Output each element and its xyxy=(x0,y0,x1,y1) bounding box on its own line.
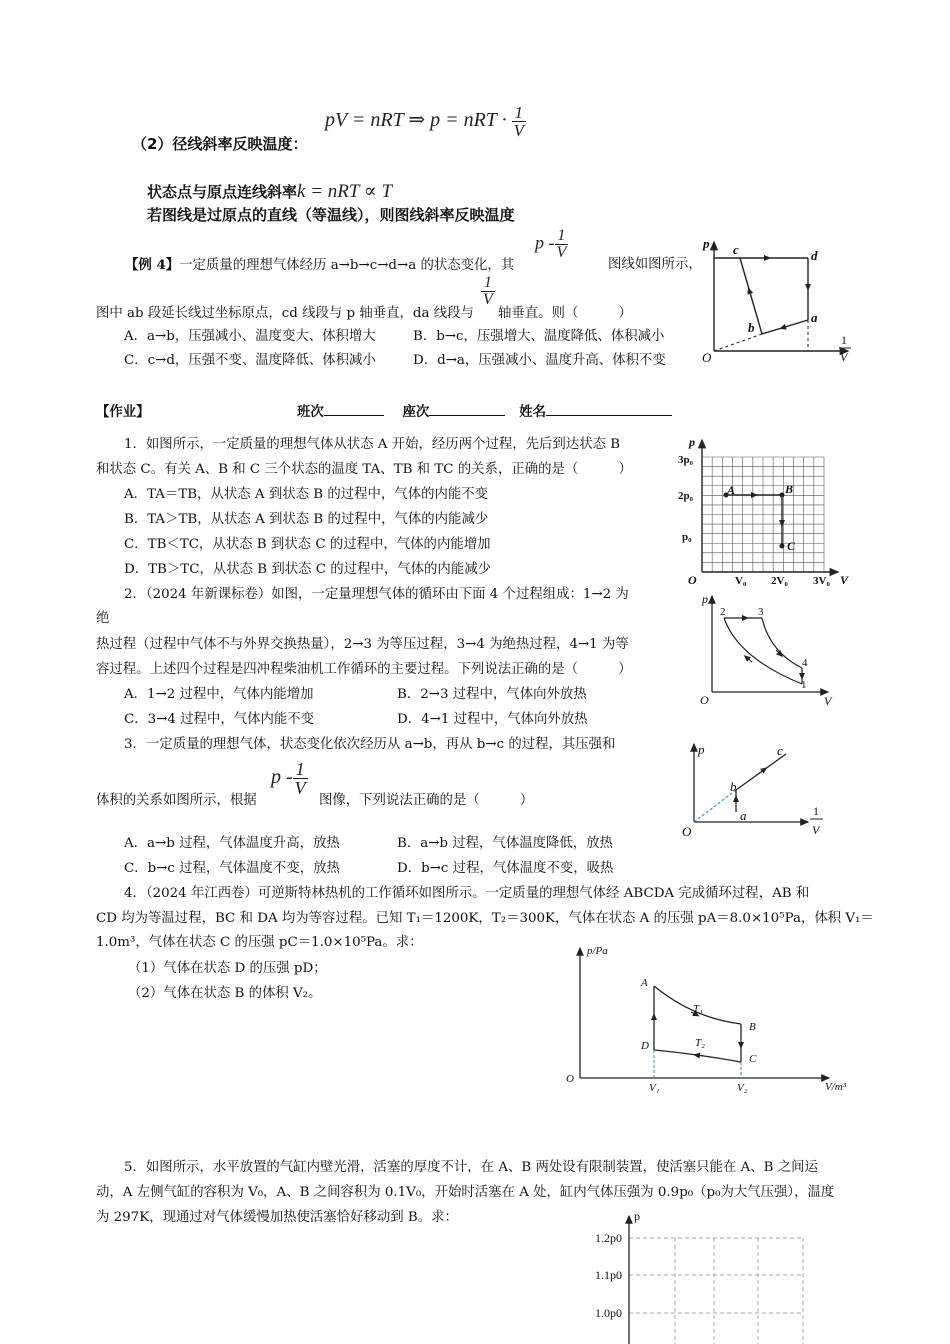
q3-origin-line xyxy=(694,790,736,822)
slope-formula: k = nRT ∝ T xyxy=(297,181,393,202)
example4-line2-end: 轴垂直。则（ ） xyxy=(498,306,632,321)
formula-pv: pV xyxy=(325,109,347,132)
q4-t1-label: T₁ xyxy=(693,1003,703,1015)
homework-fields xyxy=(297,401,672,423)
q3-arrow-bc xyxy=(758,769,765,774)
q5-y12-label: 1.2p0 xyxy=(595,1231,622,1245)
q1-p-label: p xyxy=(689,435,695,449)
q4-figure xyxy=(563,942,858,1097)
q1-figure xyxy=(678,436,853,588)
example4-fraction: p - $\frac{1}{V}$ xyxy=(535,227,567,261)
q3-option-b: B．a→b 过程，气体温度降低，放热 xyxy=(397,836,613,851)
q1-v-label: V xyxy=(840,573,849,587)
q2-process-34 xyxy=(762,618,802,668)
ideal-gas-formula xyxy=(325,104,526,139)
q1-y1-label: p₀ xyxy=(682,531,692,543)
q4-sub1: （1）气体在状态 D 的压强 pD； xyxy=(128,961,327,976)
q3-figure xyxy=(682,740,832,844)
q2-point-1: 1 xyxy=(801,679,807,691)
example4-option-a: A．a→b，压强减小、温度变大、体积增大 xyxy=(124,329,376,344)
example4-option-c: C．c→d，压强不变、温度降低、体积减小 xyxy=(124,353,376,368)
q1-line1: 1．如图所示，一定质量的理想气体从状态 A 开始，经历两个过程，先后到达状态 B xyxy=(124,437,621,452)
q2-origin: O xyxy=(700,693,709,707)
example4-option-b: B．b→c，压强增大、温度降低、体积减小 xyxy=(413,329,665,344)
q4-b-label: B xyxy=(749,1021,756,1033)
example4-option-d: D．d→a，压强减小、温度升高、体积不变 xyxy=(413,353,666,368)
q2-arrow-12 xyxy=(746,657,752,662)
q1-a-label: A xyxy=(727,483,736,497)
q3-p-label: p xyxy=(698,742,705,757)
q2-process-12 xyxy=(724,618,802,684)
q4-v1-label: V₁ xyxy=(649,1082,660,1094)
fig-origin: O xyxy=(702,350,712,365)
q5-line2: 动，A 左侧气缸的容积为 V₀，A、B 之间容积为 0.1V₀，开始时活塞在 A 处，缸内气体压强为 0.9p₀（p₀为大气压强），温度 xyxy=(96,1185,835,1200)
fig-x-num: 1 xyxy=(841,333,847,347)
q1-option-d: D．TB＞TC，从状态 B 到状态 C 的过程中，气体的内能减少 xyxy=(124,562,491,577)
q2-point-2: 2 xyxy=(720,606,726,618)
isotherm-conclusion: 若图线是过原点的直线（等温线），则图线斜率反映温度 xyxy=(147,206,515,224)
q1-y3-label: 3p₀ xyxy=(678,454,693,466)
q3-b-label: b xyxy=(730,779,737,794)
fig-x-den: V xyxy=(840,350,848,364)
seat-blank[interactable] xyxy=(429,401,505,416)
q1-origin: O xyxy=(688,573,697,587)
q2-figure xyxy=(698,592,838,710)
q2-option-b: B．2→3 过程中，气体向外放热 xyxy=(397,687,587,702)
q3-line1: 3．一定质量的理想气体，状态变化依次经历从 a→b，再从 b→c 的过程，其压强和 xyxy=(124,737,616,752)
q1-grid xyxy=(702,457,824,572)
q1-option-a: A．TA＝TB，从状态 A 到状态 B 的过程中，气体的内能不变 xyxy=(124,487,489,502)
slope-text: 状态点与原点连线斜率k = nRT ∝ T xyxy=(147,181,393,202)
q2-p-label: p xyxy=(702,592,708,606)
q4-sub2: （2）气体在状态 B 的体积 V₂。 xyxy=(128,986,322,1001)
q1-x1-label: V₀ xyxy=(735,575,747,587)
q3-fraction: p - $\frac{1}{V}$ xyxy=(271,759,306,798)
q4-isotherm-t2 xyxy=(654,1050,741,1062)
q5-grid xyxy=(629,1238,803,1344)
q3-option-d: D．b→c 过程，气体温度不变，吸热 xyxy=(397,861,614,876)
q1-x3-label: 3V₀ xyxy=(813,575,830,587)
homework-label: 【作业】 xyxy=(96,404,150,420)
q3-option-a: A．a→b 过程，气体温度升高，放热 xyxy=(124,836,340,851)
name-blank[interactable] xyxy=(546,401,672,416)
q4-origin: O xyxy=(566,1073,574,1085)
q5-line3: 为 297K，现通过对气体缓慢加热使活塞恰好移动到 B。求： xyxy=(96,1210,458,1225)
q1-option-b: B．TA＞TB，从状态 A 到状态 B 的过程中，气体的内能减少 xyxy=(124,512,489,527)
q4-d-label: D xyxy=(641,1040,649,1052)
q3-line2b: 图像，下列说法正确的是（ ） xyxy=(319,793,534,808)
example4-line1: 【例 4】一定质量的理想气体经历 a→b→c→d→a 的状态变化，其 xyxy=(125,257,515,273)
formula-eq: = nRT ⇒ p = nRT · xyxy=(346,109,507,132)
example4-axis-fraction: $\frac{1}{V}$ xyxy=(483,274,493,308)
q1-c-label: C xyxy=(787,539,796,553)
q2-v-label: V xyxy=(824,694,832,708)
example4-label: 【例 4】 xyxy=(125,257,180,273)
q3-x-den: V xyxy=(812,823,820,837)
q4-line2: CD 均为等温过程，BC 和 DA 均为等容过程。已知 T₁＝1200K，T₂＝300K，气体在状态 A 的压强 pA＝8.0×10⁵Pa，体积 V₁＝ xyxy=(96,911,874,926)
fig-b-label: b xyxy=(748,320,755,335)
q1-x2-label: 2V₀ xyxy=(771,575,788,587)
q2-option-c: C．3→4 过程中，气体内能不变 xyxy=(124,712,315,727)
q2-option-d: D．4→1 过程中，气体向外放热 xyxy=(397,712,588,727)
q4-c-label: C xyxy=(749,1053,757,1065)
q3-c-label: c xyxy=(777,743,783,758)
q4-line3: 1.0m³，气体在状态 C 的压强 pC＝1.0×10⁵Pa。求： xyxy=(96,935,423,950)
q2-line3: 容过程。上述四个过程是四冲程柴油机工作循环的主要过程。下列说法正确的是（ ） xyxy=(96,662,632,677)
q5-y11-label: 1.1p0 xyxy=(595,1268,622,1282)
q5-p-label: p xyxy=(634,1209,640,1223)
q3-a-label: a xyxy=(740,808,747,823)
q5-line1: 5．如图所示，水平放置的气缸内壁光滑，活塞的厚度不计，在 A、B 两处设有限制装置，使活塞只能在 A、B 之间运 xyxy=(124,1160,818,1175)
fig-p-label: p xyxy=(703,236,710,251)
q2-line2: 热过程（过程中气体不与外界交换热量），2→3 为等压过程，3→4 为绝热过程，4→1 为等 xyxy=(96,637,629,652)
q3-origin: O xyxy=(682,824,692,839)
q1-b-label: B xyxy=(785,482,794,496)
q2-line1b: 绝 xyxy=(96,611,110,626)
q5-y10-label: 1.0p0 xyxy=(595,1306,622,1320)
example4-line1-end: 图线如图所示， xyxy=(608,257,702,272)
q1-option-c: C．TB＜TC，从状态 B 到状态 C 的过程中，气体的内能增加 xyxy=(124,537,491,552)
class-blank[interactable] xyxy=(324,401,384,416)
q4-v-label: V/m³ xyxy=(825,1081,847,1093)
ab-extension xyxy=(714,334,762,351)
q5-figure xyxy=(593,1206,813,1344)
q1-line2: 和状态 C。有关 A、B 和 C 三个状态的温度 TA、TB 和 TC 的关系，正确的是（ ） xyxy=(96,462,632,477)
class-label: 班次 xyxy=(297,404,324,420)
example4-line2: 图中 ab 段延长线过坐标原点，cd 线段与 p 轴垂直，da 线段与 xyxy=(96,306,474,321)
q4-a-label: A xyxy=(641,977,648,989)
name-label: 姓名 xyxy=(519,404,546,420)
q3-line2a: 体积的关系如图所示，根据 xyxy=(96,793,257,808)
q4-v2-label: V₂ xyxy=(737,1082,748,1094)
section-2-heading: （2）径线斜率反映温度： xyxy=(132,135,308,153)
q1-point-c xyxy=(780,544,785,549)
q1-y2-label: 2p₀ xyxy=(678,490,693,502)
q2-point-3: 3 xyxy=(758,606,764,618)
q4-p-label: p/Pa xyxy=(587,945,608,957)
seat-label: 座次 xyxy=(402,404,430,420)
q2-point-4: 4 xyxy=(802,657,808,669)
q2-option-a: A．1→2 过程中，气体内能增加 xyxy=(124,687,314,702)
fig-d-label: d xyxy=(811,248,818,263)
q4-t2-label: T₂ xyxy=(695,1037,705,1049)
q2-line1: 2．（2024 年新课标卷）如图，一定量理想气体的循环由下面 4 个过程组成：1→2 为 xyxy=(124,587,629,602)
example4-figure xyxy=(700,236,860,371)
q4-line1: 4．（2024 年江西卷）可逆斯特林热机的工作循环如图所示。一定质量的理想气体经 ABCDA 完成循环过程，AB 和 xyxy=(124,886,810,901)
q1-point-b xyxy=(780,493,785,498)
fig-a-label: a xyxy=(811,310,818,325)
q3-option-c: C．b→c 过程，气体温度不变，放热 xyxy=(124,861,340,876)
q3-x-num: 1 xyxy=(813,804,819,818)
formula-fraction: $\frac{1}{V}$ xyxy=(513,103,524,140)
fig-c-label: c xyxy=(733,242,739,257)
